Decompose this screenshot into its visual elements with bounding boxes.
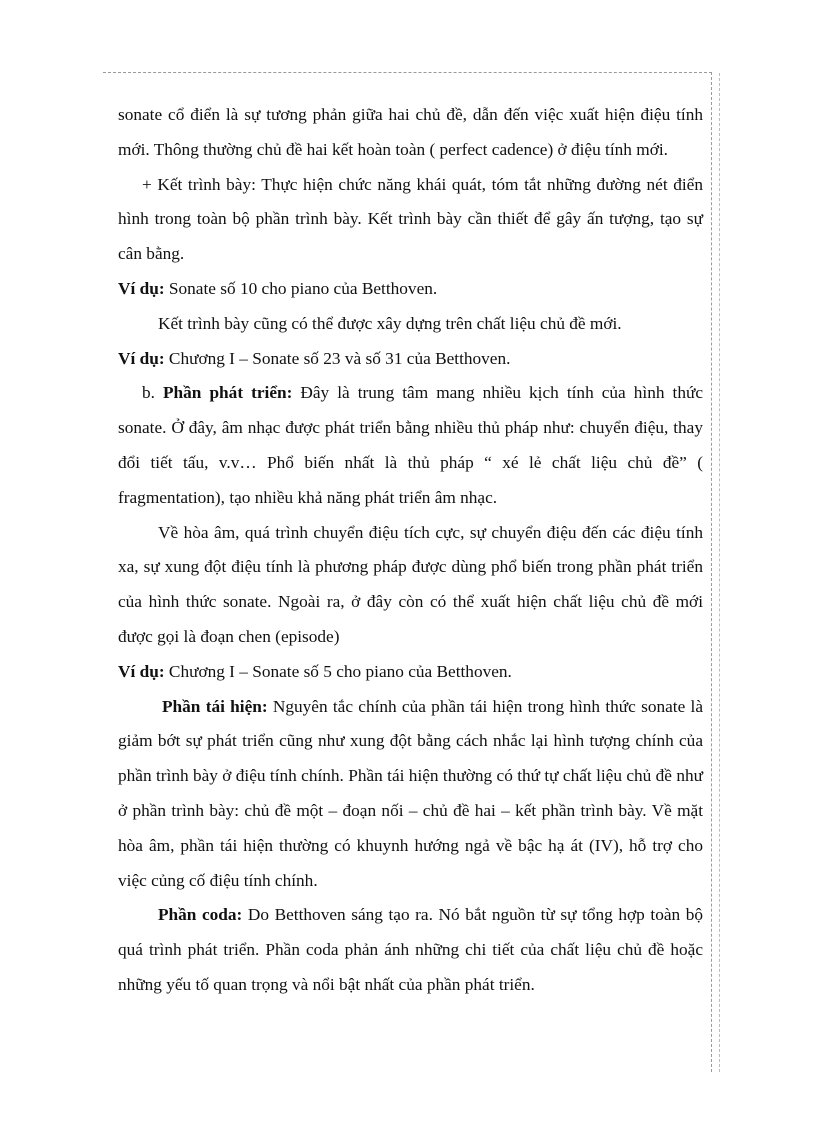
example-label: Ví dụ: [118,348,165,368]
list-marker: b. [142,383,163,403]
example-label: Ví dụ: [118,278,165,298]
paragraph-recapitulation [118,690,703,899]
coda-text: Do Betthoven sáng tạo ra. Nó bắt nguồn từ sự tổng hợp toàn bộ quá trình phát triển. Phần coda phản ánh những chi tiết của chất liệu chủ đề hoặc những yếu tố quan trọng và nổi bật nhất của phần phát triển. [118,905,704,994]
example-sonata-10 [118,272,703,307]
development-text: Đây là trung tâm mang nhiều kịch tính của hình thức sonate. Ở đây, âm nhạc được phát triển bằng nhiều thủ pháp như: chuyển điệu, thay đổi tiết tấu, v.v… Phổ biến nhất là thủ pháp “ xé lẻ chất liệu chủ đề” ( fragmentation), tạo nhiều khả năng phát triển âm nhạc. [118,383,703,507]
paragraph-development [118,376,703,515]
example-text: Chương I – Sonate số 23 và số 31 của Betthoven. [164,348,511,368]
document-body [118,98,703,1003]
example-label: Ví dụ: [118,661,165,681]
recapitulation-text: Nguyên tắc chính của phần tái hiện trong hình thức sonate là giảm bớt sự phát triển cũng như xung đột bằng cách nhắc lại hình tượng chính của phần trình bày ở điệu tính chính. Phần tái hiện thường có thứ tự chất liệu chủ đề như ở phần trình bày: chủ đề một – đoạn nối – chủ đề hai – kết phần trình bày. Về mặt hòa âm, phần tái hiện thường có khuynh hướng ngả về bậc hạ át (IV), hỗ trợ cho việc củng cố điệu tính chính. [118,696,703,890]
paragraph-codetta-new-theme: Kết trình bày cũng có thể được xây dựng trên chất liệu chủ đề mới. [158,313,622,333]
example-sonata-23-31 [118,342,703,377]
paragraph-coda [118,898,703,1002]
section-heading-coda: Phần coda: [158,905,243,925]
paragraph-harmony: Về hòa âm, quá trình chuyển điệu tích cực, sự chuyển điệu đến các điệu tính xa, sự xung đột điệu tính là phương pháp được dùng phổ biến trong phần phát triển của hình thức sonate. Ngoài ra, ở đây còn có thể xuất hiện chất liệu chủ đề mới được gọi là đoạn chen (episode) [118,522,703,646]
example-text: Chương I – Sonate số 5 cho piano của Betthoven. [164,661,512,681]
example-sonata-5 [118,655,703,690]
paragraph-codetta: + Kết trình bày: Thực hiện chức năng khái quát, tóm tắt những đường nét điển hình trong toàn bộ phần trình bày. Kết trình bày cần thiết để gây ấn tượng, tạo sự cân bằng. [118,174,703,264]
section-heading-recapitulation: Phần tái hiện: [162,696,268,716]
paragraph-exposition-contrast: sonate cổ điển là sự tương phản giữa hai chủ đề, dẫn đến việc xuất hiện điệu tính mới. Thông thường chủ đề hai kết hoàn toàn ( perfect cadence) ở điệu tính mới. [118,105,703,159]
example-text: Sonate số 10 cho piano của Betthoven. [164,278,438,298]
section-heading-development: Phần phát triển: [163,383,293,403]
